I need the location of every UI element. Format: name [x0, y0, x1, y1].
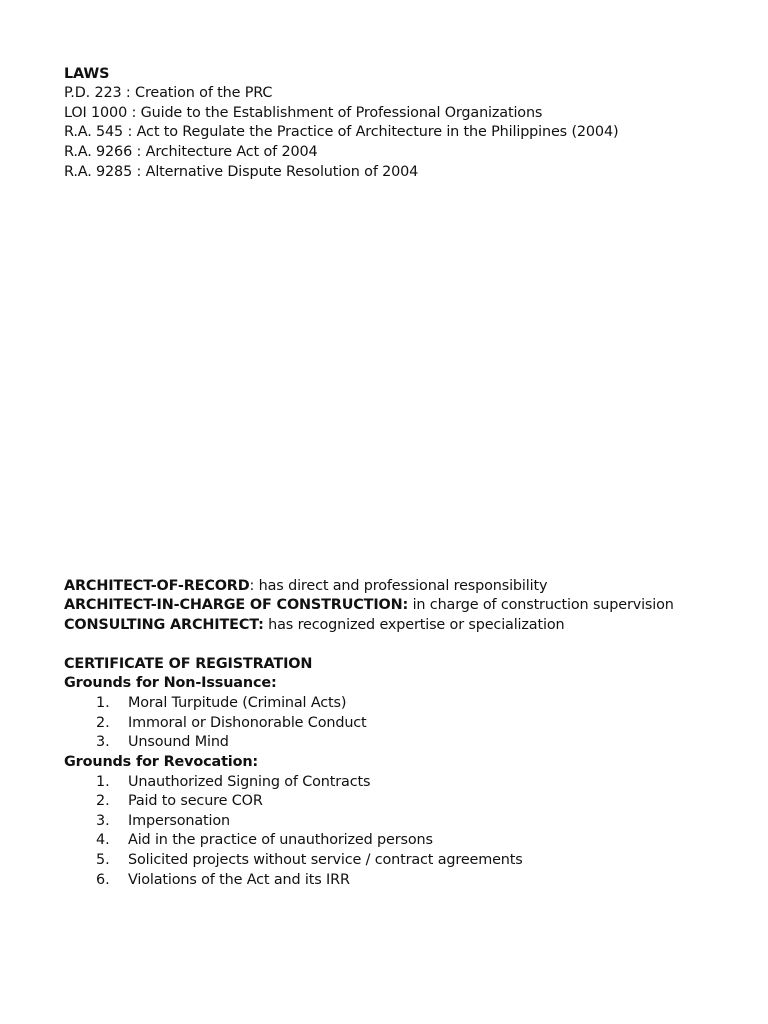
law-item: R.A. 545 : Act to Regulate the Practice of Architecture in the Philippines (2004)	[64, 124, 619, 140]
list-item: Violations of the Act and its IRR	[128, 872, 350, 888]
definition-consulting-architect	[64, 616, 564, 636]
certificate-heading: CERTIFICATE OF REGISTRATION	[64, 656, 313, 672]
definition-term: ARCHITECT-IN-CHARGE OF CONSTRUCTION:	[64, 597, 409, 613]
list-item: Unsound Mind	[128, 734, 229, 750]
law-item: P.D. 223 : Creation of the PRC	[64, 85, 273, 101]
list-number: 1.	[96, 695, 110, 711]
revocation-label: Grounds for Revocation:	[64, 754, 259, 770]
list-number: 2.	[96, 793, 110, 809]
list-number: 1.	[96, 774, 110, 790]
list-item: Moral Turpitude (Criminal Acts)	[128, 695, 347, 711]
list-item: Impersonation	[128, 813, 231, 829]
definition-term: CONSULTING ARCHITECT:	[64, 617, 264, 633]
list-item: Unauthorized Signing of Contracts	[128, 774, 371, 790]
list-item: Paid to secure COR	[128, 793, 263, 809]
definition-text: in charge of construction supervision	[408, 597, 674, 613]
definition-term: ARCHITECT-OF-RECORD	[64, 578, 250, 594]
list-number: 6.	[96, 872, 110, 888]
list-number: 2.	[96, 715, 110, 731]
definition-text: has recognized expertise or specialization	[263, 617, 565, 633]
list-item: Aid in the practice of unauthorized persons	[128, 832, 433, 848]
law-item: R.A. 9285 : Alternative Dispute Resolution of 2004	[64, 164, 419, 180]
list-item: Immoral or Dishonorable Conduct	[128, 715, 367, 731]
list-number: 5.	[96, 852, 110, 868]
definition-architect-in-charge	[64, 596, 674, 616]
non-issuance-label: Grounds for Non-Issuance:	[64, 675, 277, 691]
list-number: 3.	[96, 813, 110, 829]
definition-text: : has direct and professional responsibility	[249, 578, 548, 594]
list-number: 4.	[96, 832, 110, 848]
law-item: LOI 1000 : Guide to the Establishment of Professional Organizations	[64, 105, 543, 121]
law-item: R.A. 9266 : Architecture Act of 2004	[64, 144, 318, 160]
laws-heading: LAWS	[64, 66, 110, 82]
definition-architect-of-record	[64, 577, 547, 597]
list-number: 3.	[96, 734, 110, 750]
list-item: Solicited projects without service / contract agreements	[128, 852, 523, 868]
